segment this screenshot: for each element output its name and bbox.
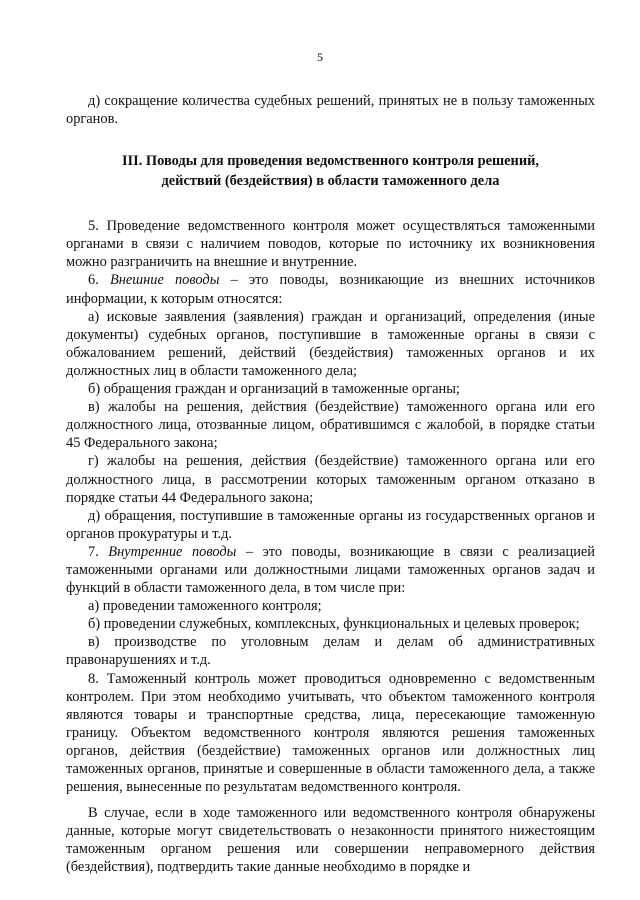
paragraph-7-item-b: б) проведении служебных, комплексных, функциональных и целевых проверок; [88,616,580,633]
paragraph-7-number: 7. [88,543,109,560]
paragraph-gap [66,796,595,804]
paragraph-6-number: 6. [88,272,110,289]
paragraph-7 [66,543,595,597]
paragraph-6-item-a: а) исковые заявления (заявления) граждан и организаций, определения (иные документы) судебных органов, поступившие в таможенные органы в связи с обжалованием решений, действий (бездействия) таможенных органов и их должностных лиц в области таможенного дела; [66,308,595,379]
paragraph-8: 8. Таможенный контроль может проводиться одновременно с ведомственным контролем. При этом необходимо учитывать, что объектом таможенного контроля являются товары и транспортные средства, лица, пересекающие таможенную границу. Объектом ведомственного контроля являются решения таможенных органов, действия (бездействие) таможенных органов или должностных лиц таможенных органов, принятые и совершенные в области таможенного дела, а также решения, вынесенные по результатам ведомственного контроля. [66,670,595,796]
term-external-grounds: Внешние поводы [109,272,220,289]
paragraph-6-item-b: б) обращения граждан и организаций в таможенные органы; [88,381,460,398]
page-number: 5 [317,50,323,64]
term-internal-grounds: Внутренние поводы [108,543,237,560]
section-title [66,151,595,191]
document-body [66,92,595,877]
paragraph-5: 5. Проведение ведомственного контроля может осуществляться таможенными органами в связи с наличием поводов, которые по источнику их возникновения можно разграничить на внешние и внутренние. [66,218,595,271]
paragraph-item-d-top: д) сокращение количества судебных решений, принятых не в пользу таможенных органов. [66,93,595,128]
section-title-line-2: действий (бездействия) в области таможенного дела [161,173,500,190]
paragraph-6-item-g: г) жалобы на решения, действия (бездействие) таможенного органа или его должностного лица, в рассмотрении которых таможенным органом отказано в порядке статьи 44 Федерального закона; [66,453,595,506]
paragraph-6-text: – это поводы, возникающие из внешних источников информации, к которым относятся: [66,272,595,307]
paragraph-7-item-a: а) проведении таможенного контроля; [88,598,322,615]
paragraph-6-item-d: д) обращения, поступившие в таможенные органы из государственных органов и органов прокуратуры и т.д. [66,507,595,542]
section-title-line-1: III. Поводы для проведения ведомственного контроля решений, [121,153,540,170]
paragraph-7-item-v: в) производстве по уголовным делам и делам об административных правонарушениях и т.д. [66,634,595,669]
paragraph-7-text: – это поводы, возникающие в связи с реализацией таможенными органами или должностными лицами таможенных органов задач и функций в области таможенного дела, в том числе при: [66,543,596,597]
paragraph-9: В случае, если в ходе таможенного или ведомственного контроля обнаружены данные, которые могут свидетельствовать о незаконности принятого нижестоящим таможенным органом решения или совершении неправомерного действия (бездействия), подтвердить такие данные необходимо в порядке и [66,805,595,876]
paragraph-6-item-v: в) жалобы на решения, действия (бездействие) таможенного органа или его должностного лица, отозванные лицом, обратившимся с жалобой, в порядке статьи 45 Федерального закона; [66,399,595,452]
paragraph-6 [66,271,595,307]
